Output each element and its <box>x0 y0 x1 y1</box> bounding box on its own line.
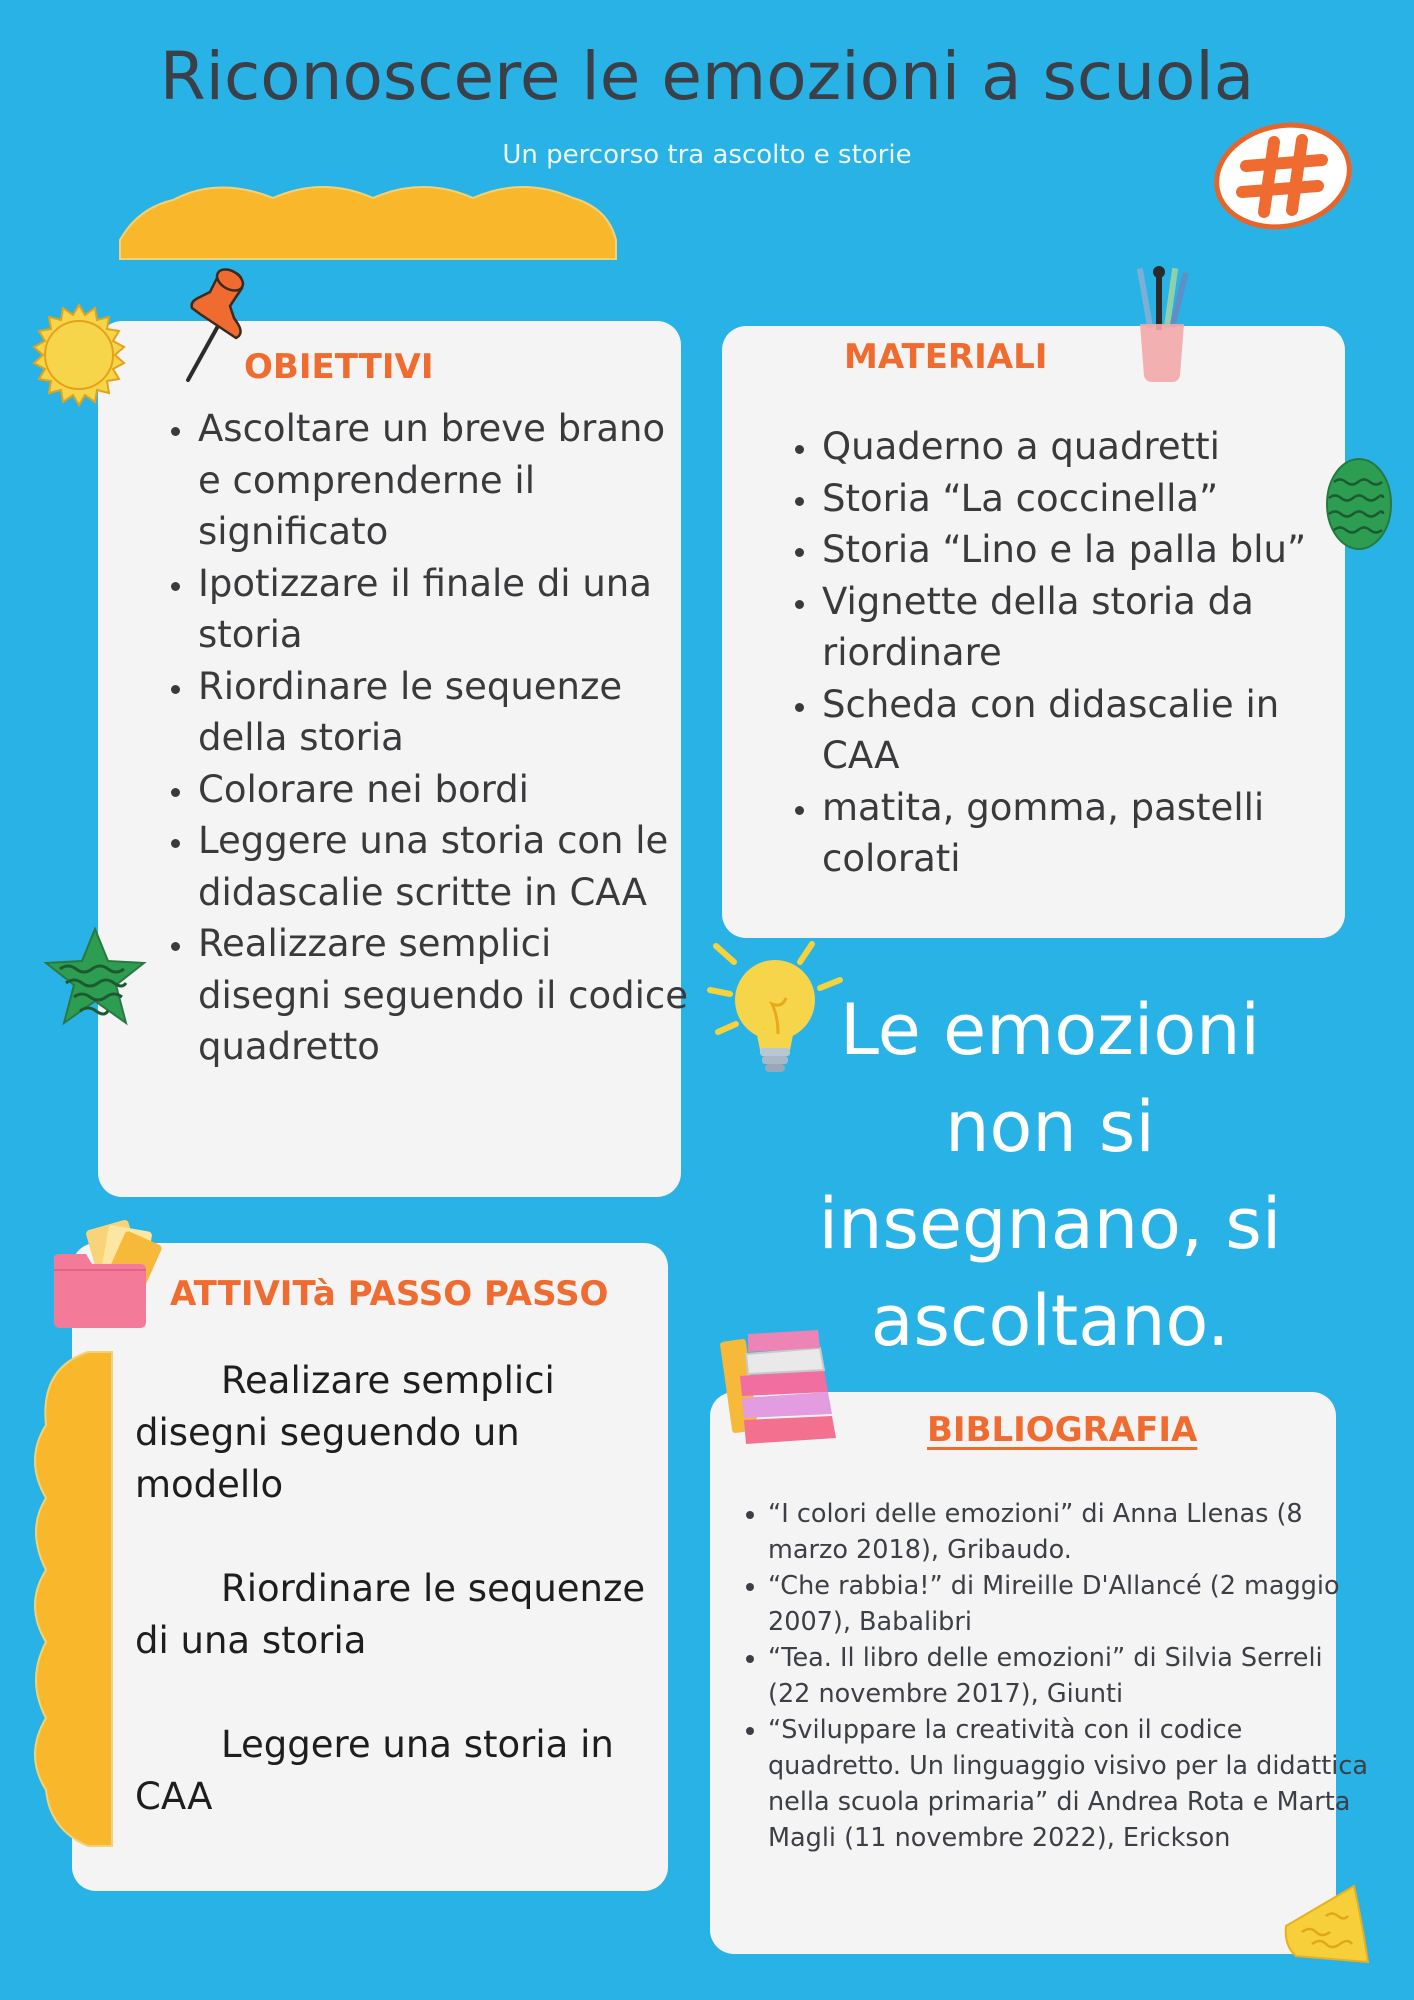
scallop-side-strip <box>30 1350 114 1848</box>
obiettivi-list <box>148 403 696 1073</box>
attivita-card <box>72 1243 668 1891</box>
attivita-steps <box>135 1355 655 1823</box>
activity-step: Riordinare le sequenze di una storia <box>135 1567 646 1662</box>
list-item: • Ascoltare un breve brano e comprenderne il significato <box>196 403 696 558</box>
page-title: Riconoscere le emozioni a scuola <box>159 38 1255 115</box>
activity-step: Leggere una storia in CAA <box>135 1723 614 1818</box>
list-item: • Scheda con didascalie in CAA <box>820 679 1360 782</box>
books-icon <box>720 1320 856 1450</box>
activity-step: Realizare semplici disegni seguendo un modello <box>135 1359 555 1506</box>
list-item: • Colorare nei bordi <box>196 764 696 816</box>
list-item: • Ipotizzare il finale di una storia <box>196 558 696 661</box>
pencil-cup-icon <box>1128 262 1196 382</box>
list-item: • Realizzare semplici disegni seguendo il codice quadretto <box>196 918 696 1073</box>
bibliografia-title: BIBLIOGRAFIA <box>927 1410 1198 1450</box>
list-item: • “Sviluppare la creatività con il codice quadretto. Un linguaggio visivo per la didattica nella scuola primaria” di Andrea Rota e Marta Magli (11 novembre 2022), Erickson <box>768 1712 1368 1856</box>
hashtag-icon <box>1212 120 1354 232</box>
obiettivi-title: OBIETTIVI <box>244 347 434 387</box>
star-icon <box>40 925 150 1035</box>
leaf-icon <box>1324 456 1394 552</box>
attivita-title: ATTIVITà PASSO PASSO <box>170 1274 609 1314</box>
list-item: • Riordinare le sequenze della storia <box>196 661 696 764</box>
list-item: • Leggere una storia con le didascalie scritte in CAA <box>196 815 696 918</box>
materiali-card <box>722 326 1345 938</box>
bibliografia-card <box>710 1392 1368 1954</box>
scallop-banner <box>118 178 618 262</box>
pushpin-icon <box>160 262 260 392</box>
materiali-title: MATERIALI <box>844 337 1048 377</box>
list-item: • “Tea. Il libro delle emozioni” di Silvia Serreli (22 novembre 2017), Giunti <box>768 1640 1368 1712</box>
list-item: • Vignette della storia da riordinare <box>820 576 1360 679</box>
list-item: • Storia “La coccinella” <box>820 473 1360 525</box>
list-item: • “I colori delle emozioni” di Anna Llenas (8 marzo 2018), Gribaudo. <box>768 1496 1368 1568</box>
list-item: • matita, gomma, pastelli colorati <box>820 782 1360 885</box>
sun-icon <box>26 302 132 408</box>
materiali-list <box>772 421 1360 885</box>
list-item: • Quaderno a quadretti <box>820 421 1360 473</box>
page-subtitle: Un percorso tra ascolto e storie <box>502 140 912 170</box>
cheese-icon <box>1282 1882 1372 1966</box>
folder-icon <box>52 1218 168 1330</box>
list-item: • “Che rabbia!” di Mireille D'Allancé (2 maggio 2007), Babalibri <box>768 1568 1368 1640</box>
list-item: • Storia “Lino e la palla blu” <box>820 524 1360 576</box>
bibliografia-list <box>710 1496 1368 1856</box>
obiettivi-card <box>98 321 689 1197</box>
quote-text: Le emozioni non si insegnano, si ascoltano. <box>818 989 1282 1362</box>
